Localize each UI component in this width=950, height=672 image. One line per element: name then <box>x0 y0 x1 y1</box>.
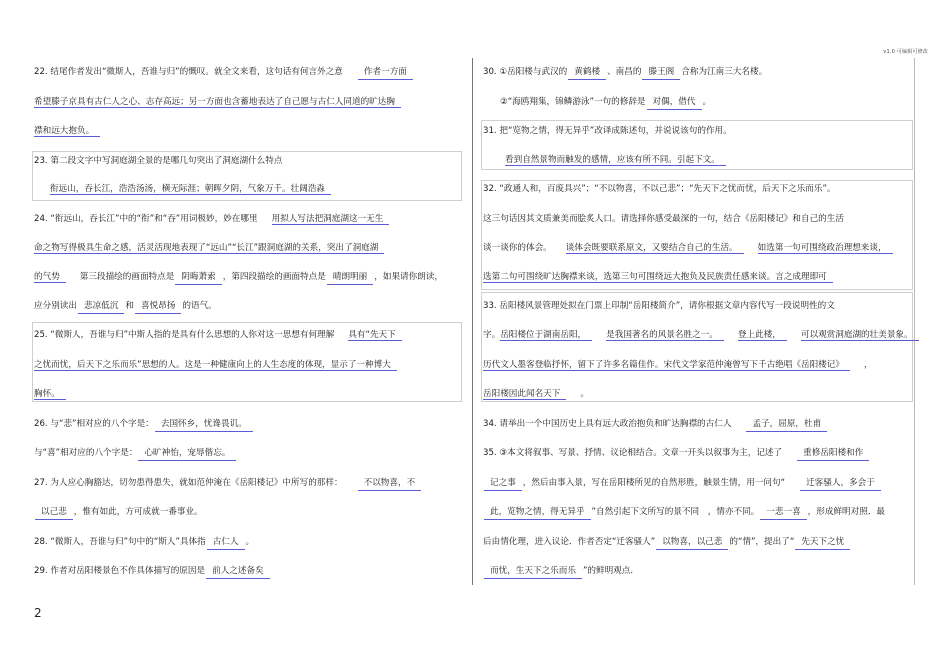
q33-line4: 岳阳楼因此闻名天下 。 <box>483 389 589 399</box>
q24-line2: 命之物写得极具生命之感，活灵活现地表现了“远山”“长江”跟洞庭湖的关系，突出了洞庭湖 <box>34 239 384 257</box>
q28-line: 28. “微斯人，吾谁与归”句中的“斯人”具体指 古仁人 。 <box>34 533 254 551</box>
q34-line: 34. 请举出一个中国历史上具有远大政治抱负和旷达胸襟的古仁人 孟子，屈原，杜甫 <box>483 415 828 433</box>
version-label: v1.0 可编辑可修改 <box>883 49 928 55</box>
q31-line1: 31. 把“览物之情，得无异乎”改译成陈述句，并说说该句的作用。 <box>483 126 732 136</box>
q24-line3: 的气势 第三段描绘的画面特点是 阴晦萧索 ，第四段描绘的画面特点是 晴朗明丽 ，如果请你朗读， <box>34 268 443 286</box>
q33-line3: 历代文人墨客登临抒怀，留下了许多名篇佳作。宋代文学家范仲淹曾写下千古绝唱《岳阳楼记》 ， <box>483 360 873 370</box>
q23-line1: 23. 第二段文字中写洞庭湖全景的是哪几句突出了洞庭湖什么特点 <box>34 156 283 166</box>
q31-line2: 看到自然景物而触发的感情，应该有所不同。引起下文。 <box>505 151 726 169</box>
column-divider <box>472 58 473 585</box>
q22-line1: 22. 结尾作者发出“微斯人，吾谁与归”的慨叹。就全文来看，这句话有何言外之意 作者一方面 <box>34 63 414 81</box>
q25-line3: 胸怀。 <box>34 385 66 403</box>
q26-line1: 26. 与“悲”相对应的八个字是： 去国怀乡，忧谗畏讥。 <box>34 415 254 433</box>
q29-line: 29. 作者对岳阳楼景色不作具体描写的原因是 前人之述备矣 <box>34 562 271 580</box>
q22-answer: 作者一方面 <box>358 65 413 80</box>
q27-line1: 27. 为人应心胸豁达，切勿患得患失，就如范仲淹在《岳阳楼记》中所写的那样： 不以物喜，不 <box>34 474 422 492</box>
q22-line3: 襟和远大抱负。 <box>34 122 100 140</box>
page-number: 2 <box>34 606 42 620</box>
q32-line2: 这三句话因其文质兼美而脍炙人口。请选择你感受最深的一句，结合《岳阳楼记》和自己的生活 <box>483 214 844 224</box>
q33-line2: 字。岳阳楼位于湖南岳阳， 是我国著名的风景名胜之一。 登上此楼， 可以观赏洞庭湖的壮美景象。 <box>483 326 919 344</box>
q23-line2 <box>50 180 331 198</box>
q22-line2: 希望滕子京具有古仁人之心、志存高远；另一方面也含蓄地表达了自己愿与古仁人同道的旷达胸 <box>34 93 401 111</box>
q33-line1: 33. 岳阳楼风景管理处拟在门票上印制“岳阳楼简介”，请你根据文章内容代写一段说明性的文 <box>483 301 835 311</box>
q27-line2: 以己悲 ，惟有如此，方可成就一番事业。 <box>34 503 203 521</box>
q32-line4: 选第二句可围绕旷达胸襟来谈，选第三句可围绕远大抱负及民族责任感来谈。言之成理即可 <box>483 268 833 286</box>
q26-line2: 与“喜”相对应的八个字是： 心旷神怡，宠辱偕忘。 <box>34 444 237 462</box>
q35-line2: 记之事 ，然后由事入景，写在岳阳楼所见的自然形胜，触景生情，用一问句“ 迁客骚人，多会于 <box>483 474 882 492</box>
q25-line1: 25. “微斯人，吾谁与归”中斯人指的是具有什么思想的人你对这一思想有何理解 具有“先天下 <box>34 326 402 344</box>
right-border <box>914 58 915 585</box>
q32-line3: 谈一谈你的体会。 谈体会既要联系原文，又要结合自己的生活。 如选第一句可围绕政治理想来谈， <box>483 239 893 257</box>
q25-line2: 之忧而忧，后天下之乐而乐”思想的人。这是一种健康向上的人生态度的体现，显示了一种博大 <box>34 356 397 374</box>
q24-line1: 24. “衔远山，吞长江”中的“衔”和“吞”用词极妙，妙在哪里 用拟人写法把洞庭湖这一无生 <box>34 210 389 228</box>
q35-line4: 后由情化理，进入议论．作者否定“迁客骚人” 以物喜，以己悲 的“情”，提出了“ 先天下之忧 <box>483 533 851 551</box>
q35-line5: 而忧，生天下之乐而乐 ”的鲜明观点． <box>483 562 639 580</box>
q35-line3: 此，览物之情，得无异乎 ”自然引起下文所写的景不同 ，情亦不同。 一悲一喜 ，形成鲜明对照．最 <box>483 503 885 521</box>
q23-answer: 衔远山，吞长江，浩浩汤汤，横无际涯；朝晖夕阴，气象万千。壮阔浩淼 <box>50 184 331 195</box>
q30-line1: 30. ①岳阳楼与武汉的 黄鹤楼 、南昌的 滕王阁 合称为江南三大名楼。 <box>483 63 767 81</box>
q24-line4: 应分别读出 悲凉低沉 和 喜悦昂扬 的语气。 <box>34 297 217 315</box>
q30-line2: ②“海鸥翔集，锦鳞游泳”一句的修辞是 对偶，借代 。 <box>500 93 711 111</box>
q32-line1: 32. “政通人和，百废具兴”；“不以物喜，不以己悲”；“先天下之忧而忧，后天下之乐而乐”。 <box>483 184 836 194</box>
q35-line1: 35. ③本文将叙事、写景、抒情、议论相结合。文章一开头以叙事为主，记述了 重修岳阳楼和作 <box>483 444 870 462</box>
